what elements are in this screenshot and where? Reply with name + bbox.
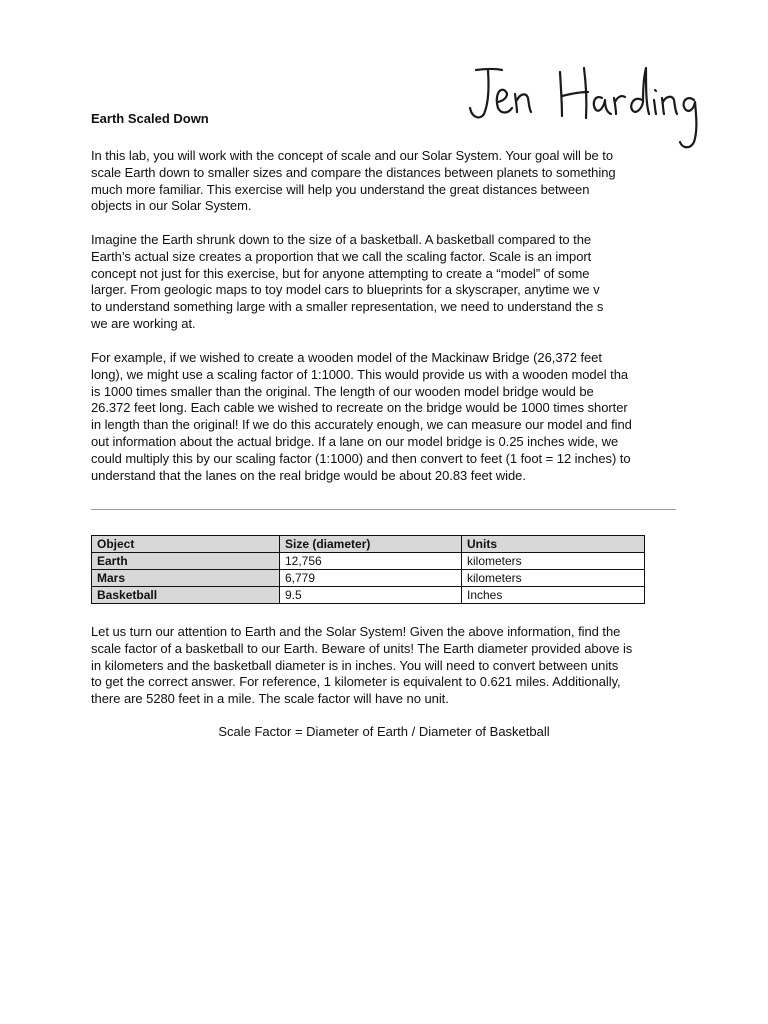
scale-factor-formula: Scale Factor = Diameter of Earth / Diameter of Basketball (218, 724, 550, 739)
paragraph-line: to understand something large with a smaller representation, we need to understand the s (91, 299, 604, 315)
paragraph-line: Earth’s actual size creates a proportion that we call the scaling factor. Scale is an import (91, 248, 592, 264)
table-row (92, 570, 645, 587)
question-paragraph (91, 624, 632, 708)
diameter-table (91, 535, 645, 604)
table-cell-object: Mars (92, 570, 280, 587)
document-title: Earth Scaled Down (91, 111, 209, 126)
paragraph-line: we are working at. (91, 315, 196, 331)
paragraph-line: could multiply this by our scaling factor (1:1000) and then convert to feet (1 foot = 12 inches) to (91, 450, 631, 466)
table-row (92, 587, 645, 604)
basketball-paragraph (91, 232, 603, 333)
table-row (92, 553, 645, 570)
table-header-row (92, 536, 645, 553)
table-cell-units: kilometers (462, 570, 645, 587)
column-header-size: Size (diameter) (280, 536, 462, 553)
paragraph-line: out information about the actual bridge. If a lane on our model bridge is 0.25 inches wide, we (91, 433, 619, 449)
paragraph-line: larger. From geologic maps to toy model cars to blueprints for a skyscraper, anytime we v (91, 282, 600, 298)
paragraph-line: much more familiar. This exercise will help you understand the great distances between (91, 181, 590, 197)
handwritten-signature (462, 58, 702, 158)
column-header-object: Object (92, 536, 280, 553)
paragraph-line: is 1000 times smaller than the original. The length of our wooden model bridge would be (91, 383, 594, 399)
paragraph-line: in length than the original! If we do this accurately enough, we can measure our model and find (91, 417, 632, 433)
table-cell-size: 9.5 (280, 587, 462, 604)
horizontal-divider (91, 509, 676, 510)
paragraph-line: Imagine the Earth shrunk down to the size of a basketball. A basketball compared to the (91, 232, 592, 247)
example-paragraph (91, 350, 632, 484)
paragraph-line: scale factor of a basketball to our Earth. Beware of units! The Earth diameter provided above is (91, 640, 633, 656)
paragraph-line: In this lab, you will work with the concept of scale and our Solar System. Your goal will be to (91, 148, 614, 163)
paragraph-line: long), we might use a scaling factor of 1:1000. This would provide us with a wooden model tha (91, 366, 629, 382)
paragraph-line: Let us turn our attention to Earth and the Solar System! Given the above information, find the (91, 624, 621, 639)
table-cell-size: 12,756 (280, 553, 462, 570)
intro-paragraph (91, 148, 616, 215)
paragraph-line: in kilometers and the basketball diameter is in inches. You will need to convert between units (91, 657, 619, 673)
table-cell-object: Basketball (92, 587, 280, 604)
table-cell-units: kilometers (462, 553, 645, 570)
paragraph-line: concept not just for this exercise, but for anyone attempting to create a “model” of some (91, 265, 590, 281)
column-header-units: Units (462, 536, 645, 553)
paragraph-line: scale Earth down to smaller sizes and compare the distances between planets to something (91, 164, 616, 180)
paragraph-line: objects in our Solar System. (91, 198, 252, 214)
paragraph-line: 26.372 feet long. Each cable we wished to recreate on the bridge would be 1000 times shorter (91, 400, 628, 416)
table-cell-size: 6,779 (280, 570, 462, 587)
table-cell-object: Earth (92, 553, 280, 570)
paragraph-line: For example, if we wished to create a wooden model of the Mackinaw Bridge (26,372 feet (91, 350, 602, 365)
paragraph-line: to get the correct answer. For reference, 1 kilometer is equivalent to 0.621 miles. Additionally, (91, 674, 621, 690)
paragraph-line: understand that the lanes on the real bridge would be about 20.83 feet wide. (91, 467, 526, 483)
paragraph-line: there are 5280 feet in a mile. The scale factor will have no unit. (91, 691, 449, 707)
table-cell-units: Inches (462, 587, 645, 604)
